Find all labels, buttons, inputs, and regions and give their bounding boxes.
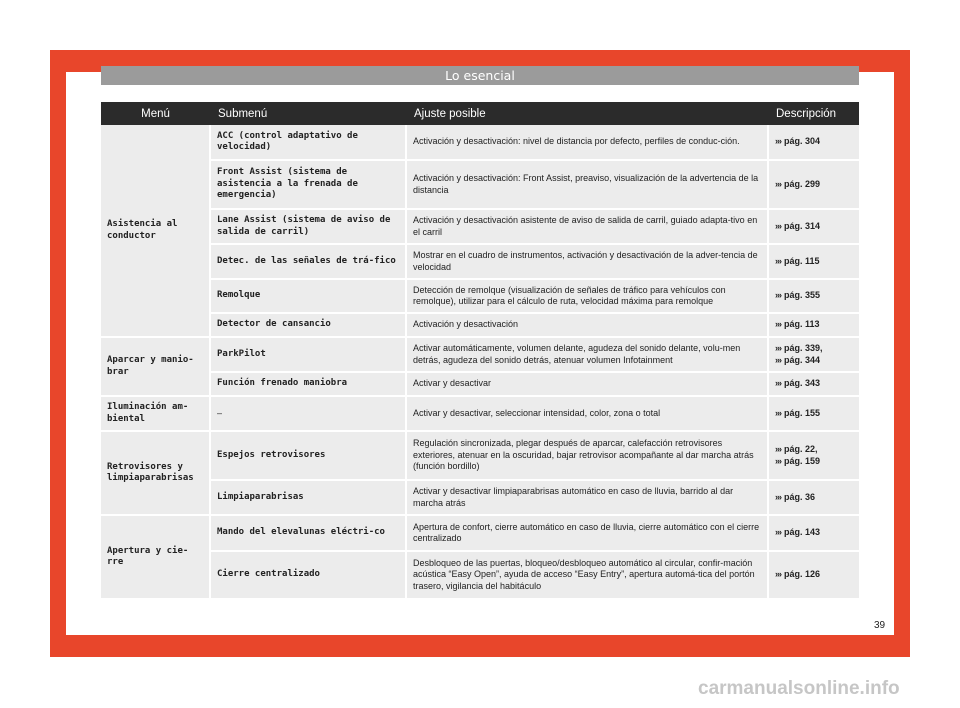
ref-arrow: ››› <box>775 491 781 502</box>
table-row <box>101 279 859 313</box>
menu-cell: Asistencia al conductor <box>101 125 210 337</box>
menu-cell: Iluminación am-biental <box>101 396 210 431</box>
setting-cell: Activación y desactivación asistente de aviso de salida de carril, guiado adapta-tivo en el carril <box>406 209 768 244</box>
submenu-cell: – <box>210 396 406 431</box>
table-row <box>101 244 859 279</box>
ref-cell <box>768 160 859 209</box>
setting-cell: Activar y desactivar, seleccionar intensidad, color, zona o total <box>406 396 768 431</box>
setting-cell: Activación y desactivación: Front Assist, preaviso, visualización de la advertencia de la distancia <box>406 160 768 209</box>
setting-cell: Desbloqueo de las puertas, bloqueo/desbloqueo automático al circular, confir-mación acústica “Easy Open”, ayuda de acceso “Easy Entry”, apertura automá-tica del portón trasero, vigilancia del habitáculo <box>406 551 768 599</box>
page-ref: pág. 159 <box>784 455 821 466</box>
page-ref: pág. 115 <box>784 255 820 266</box>
table-row <box>101 372 859 396</box>
menu-cell: Apertura y cie-rre <box>101 515 210 599</box>
setting-cell: Detección de remolque (visualización de señales de tráfico para vehículos con remolque), utilizar para el cálculo de ruta, velocidad máxima para remolque <box>406 279 768 313</box>
page-number: 39 <box>874 620 886 631</box>
setting-cell: Activar y desactivar limpiaparabrisas automático en caso de lluvia, barrido al dar marcha atrás <box>406 480 768 515</box>
submenu-cell: Remolque <box>210 279 406 313</box>
continue-marker: » <box>868 570 877 587</box>
ref-cell <box>768 551 859 599</box>
ref-cell <box>768 279 859 313</box>
setting-cell: Activar y desactivar <box>406 372 768 396</box>
page-ref: pág. 22, <box>784 444 818 454</box>
section-title: Lo esencial <box>101 66 859 85</box>
settings-table <box>101 102 859 600</box>
ref-arrow: ››› <box>775 455 781 466</box>
ref-arrow: ››› <box>775 569 781 580</box>
ref-cell <box>768 209 859 244</box>
ref-arrow: ››› <box>775 343 781 353</box>
ref-arrow: ››› <box>775 378 781 389</box>
ref-cell <box>768 244 859 279</box>
watermark: carmanualsonline.info <box>698 678 900 699</box>
setting-cell: Activar automáticamente, volumen delante, agudeza del sonido delante, volu-men detrás, agudeza del sonido detrás, atenuar volumen Infotainment <box>406 337 768 372</box>
submenu-cell: Mando del elevalunas eléctri-co <box>210 515 406 551</box>
ref-arrow: ››› <box>775 178 781 189</box>
table-row <box>101 515 859 551</box>
setting-cell: Apertura de confort, cierre automático en caso de lluvia, cierre automático con el cierre centralizado <box>406 515 768 551</box>
header-submenu: Submenú <box>210 102 406 125</box>
header-menu: Menú <box>101 102 210 125</box>
ref-cell <box>768 372 859 396</box>
ref-arrow: ››› <box>775 255 781 266</box>
submenu-cell: Lane Assist (sistema de aviso de salida de carril) <box>210 209 406 244</box>
table-row <box>101 431 859 480</box>
submenu-cell: ParkPilot <box>210 337 406 372</box>
submenu-cell: Detec. de las señales de trá-fico <box>210 244 406 279</box>
ref-cell <box>768 313 859 337</box>
submenu-cell: Detector de cansancio <box>210 313 406 337</box>
page-ref: pág. 299 <box>784 178 821 189</box>
header-description: Descripción <box>768 102 859 125</box>
page-ref: pág. 155 <box>784 407 821 418</box>
table-row <box>101 337 859 372</box>
table-row <box>101 125 859 160</box>
page-ref: pág. 36 <box>784 491 816 502</box>
page-ref: pág. 143 <box>784 527 821 538</box>
submenu-cell: Cierre centralizado <box>210 551 406 599</box>
ref-cell <box>768 480 859 515</box>
ref-arrow: ››› <box>775 136 781 147</box>
table-row <box>101 480 859 515</box>
table-header-row <box>101 102 859 125</box>
setting-cell: Regulación sincronizada, plegar después de aparcar, calefacción retrovisores exteriores, atenuar en la oscuridad, bajar retrovisor acompañante al dar marcha atrás (función bordillo) <box>406 431 768 480</box>
submenu-cell: Función frenado maniobra <box>210 372 406 396</box>
setting-cell: Activación y desactivación <box>406 313 768 337</box>
table-row <box>101 313 859 337</box>
ref-cell <box>768 396 859 431</box>
submenu-cell: ACC (control adaptativo de velocidad) <box>210 125 406 160</box>
ref-arrow: ››› <box>775 444 781 454</box>
ref-arrow: ››› <box>775 319 781 330</box>
page-ref: pág. 355 <box>784 290 821 301</box>
page-ref: pág. 126 <box>784 569 821 580</box>
ref-arrow: ››› <box>775 527 781 538</box>
table-row <box>101 551 859 599</box>
page-ref: pág. 314 <box>784 220 821 231</box>
page-ref: pág. 343 <box>784 378 821 389</box>
ref-cell <box>768 431 859 480</box>
ref-cell <box>768 125 859 160</box>
page-ref: pág. 339, <box>784 343 823 353</box>
table-row <box>101 160 859 209</box>
table-row <box>101 209 859 244</box>
menu-cell: Retrovisores y limpiaparabrisas <box>101 431 210 515</box>
ref-arrow: ››› <box>775 220 781 231</box>
setting-cell: Activación y desactivación: nivel de distancia por defecto, perfiles de conduc-ción. <box>406 125 768 160</box>
setting-cell: Mostrar en el cuadro de instrumentos, activación y desactivación de la adver-tencia de velocidad <box>406 244 768 279</box>
table-row <box>101 396 859 431</box>
ref-cell <box>768 515 859 551</box>
page-ref: pág. 113 <box>784 319 820 330</box>
page-ref: pág. 344 <box>784 354 821 365</box>
ref-arrow: ››› <box>775 407 781 418</box>
submenu-cell: Limpiaparabrisas <box>210 480 406 515</box>
submenu-cell: Espejos retrovisores <box>210 431 406 480</box>
ref-cell <box>768 337 859 372</box>
header-setting: Ajuste posible <box>406 102 768 125</box>
page-ref: pág. 304 <box>784 136 821 147</box>
ref-arrow: ››› <box>775 290 781 301</box>
menu-cell: Aparcar y manio-brar <box>101 337 210 396</box>
ref-arrow: ››› <box>775 354 781 365</box>
submenu-cell: Front Assist (sistema de asistencia a la frenada de emergencia) <box>210 160 406 209</box>
